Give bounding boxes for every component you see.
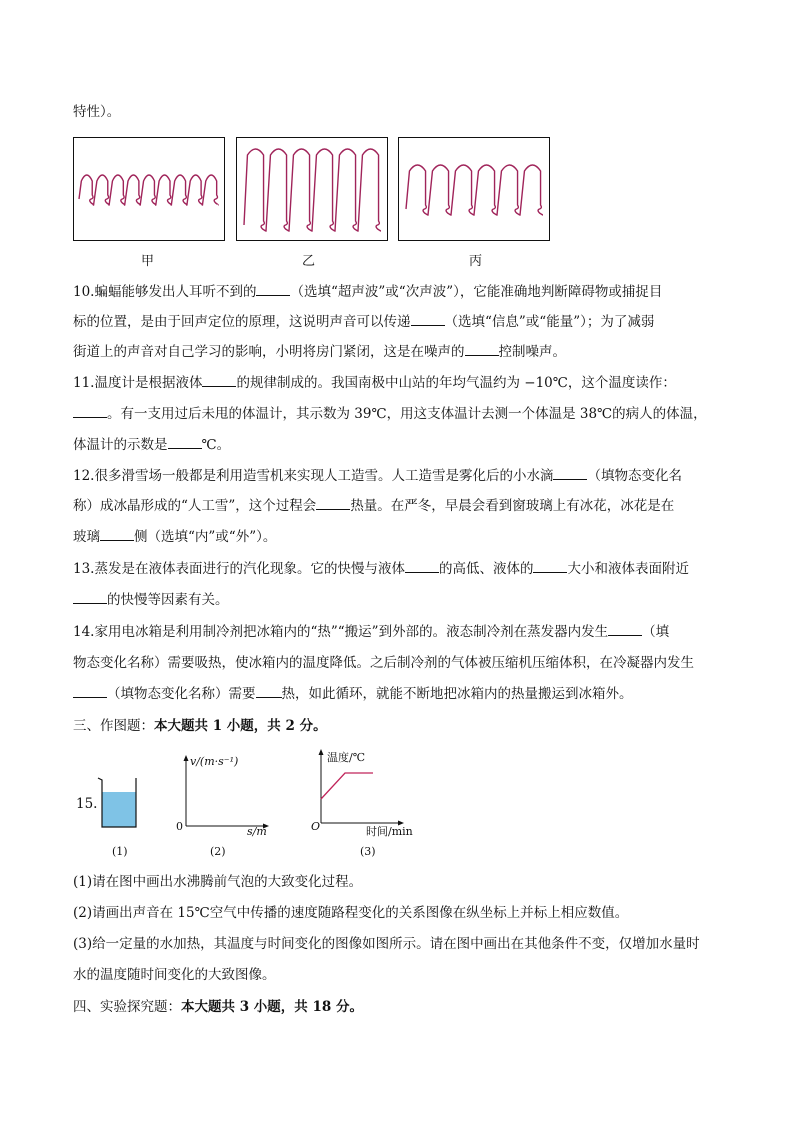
graph3-xlabel: 时间/min (366, 825, 413, 838)
caption-bing: 丙 (469, 254, 483, 269)
q11-line2: 。有一支用过后未甩的体温计，其示数为 39℃，用这支体温计去测一个体温是 38℃的病人的体温， (73, 404, 707, 424)
blank[interactable] (405, 559, 439, 573)
blank[interactable] (533, 559, 567, 573)
q14-line3: （填物态变化名称）需要 热，如此循环，就能不断地把冰箱内的热量搬运到冰箱外。 (73, 684, 633, 704)
waveform-bing (398, 137, 550, 241)
blank[interactable] (316, 496, 350, 510)
blank[interactable] (73, 404, 107, 418)
blank[interactable] (73, 590, 107, 604)
blank[interactable] (202, 373, 236, 387)
blank[interactable] (553, 466, 587, 480)
intro-tail: 特性）。 (73, 104, 121, 120)
caption-yi: 乙 (302, 254, 316, 269)
blank[interactable] (168, 435, 202, 449)
q12-line1: 12.很多滑雪场一般都是利用造雪机来实现人工造雪。人工造雪是雾化后的小水滴 （填物态变化名 (73, 468, 682, 484)
graph2-xlabel: s/m (247, 825, 267, 838)
waveform-yi (236, 137, 388, 241)
blank[interactable] (256, 684, 282, 698)
q10-line3: 街道上的声音对自己学习的影响，小明将房门紧闭，这是在噪声的 控制噪声。 (73, 344, 566, 360)
section4-heading: 四、实验探究题：本大题共 3 小题，共 18 分。 (73, 999, 363, 1015)
q13-line2: 的快慢等因素有关。 (73, 590, 229, 610)
q10-line2: 标的位置，是由于回声定位的原理，这说明声音可以传递 （选填“信息”或“能量”）；为了减弱 (73, 314, 655, 330)
q11-line1: 11.温度计是根据液体 的规律制成的。我国南极中山站的年均气温约为 −10℃，这个温度读作： (73, 375, 676, 391)
q15-part3-line2: 水的温度随时间变化的大致图像。 (73, 967, 276, 983)
caption-fig1: (1) (112, 845, 128, 858)
q15-number: 15. (76, 796, 98, 812)
q15-part1: (1)请在图中画出水沸腾前气泡的大致变化过程。 (73, 874, 363, 890)
section3-heading: 三、作图题：本大题共 1 小题，共 2 分。 (73, 718, 327, 734)
graph3-origin: O (311, 820, 321, 833)
waveform-jia (73, 137, 225, 241)
q12-line3: 玻璃 侧（选填“内”或“外”）。 (73, 529, 277, 545)
q10-line1: 10.蝙蝠能够发出人耳听不到的 （选填“超声波”或“次声波”），它能准确地判断障碍物或捕捉目 (73, 284, 663, 300)
q13-line1: 13.蒸发是在液体表面进行的汽化现象。它的快慢与液体 的高低、液体的 大小和液体表面附近 (73, 561, 689, 577)
graph3-ylabel: 温度/℃ (327, 751, 366, 764)
blank[interactable] (256, 282, 290, 296)
q12-line2: 称）成冰晶形成的“人工雪”，这个过程会 热量。在严冬，早晨会看到窗玻璃上有冰花，冰花是在 (73, 498, 675, 514)
q11-line3: 体温计的示数是 ℃。 (73, 437, 231, 453)
q15-part2: (2)请画出声音在 15℃空气中传播的速度随路程变化的关系图像在纵坐标上并标上相应数值。 (73, 905, 629, 921)
q14-line2: 物态变化名称）需要吸热，使冰箱内的温度降低。之后制冷剂的气体被压缩机压缩体积，在冷凝器内发生 (73, 655, 694, 671)
beaker-figure (96, 774, 144, 832)
graph2-ylabel: v/(m·s⁻¹) (190, 755, 239, 768)
blank[interactable] (411, 312, 445, 326)
caption-fig3: (3) (360, 845, 376, 858)
q14-line1: 14.家用电冰箱是利用制冷剂把冰箱内的“热”“搬运”到外部的。液态制冷剂在蒸发器内发生 （填 (73, 624, 670, 640)
blank[interactable] (73, 684, 107, 698)
blank[interactable] (100, 527, 134, 541)
blank[interactable] (608, 622, 642, 636)
graph2-origin: 0 (176, 820, 183, 833)
caption-fig2: (2) (210, 845, 226, 858)
q15-part3-line1: (3)给一定量的水加热，其温度与时间变化的图像如图所示。请在图中画出在其他条件不变，仅增加水量时 (73, 936, 700, 952)
caption-jia: 甲 (141, 254, 155, 269)
blank[interactable] (465, 342, 499, 356)
